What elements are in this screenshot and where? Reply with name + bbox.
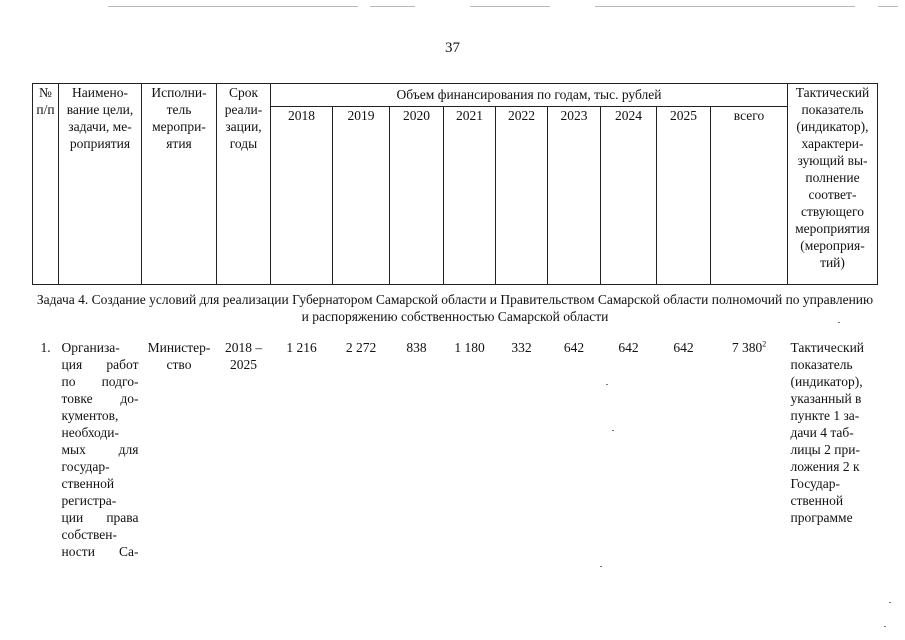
task-row (33, 285, 878, 336)
row-name: Организа- ция работ по подго- товке до- кументов, необходи- мых для государ- ственной регистра- ции права собствен- ности Са- (61, 340, 139, 559)
header-executor: Исполни- тель меропри- ятия (142, 84, 217, 285)
row-value-2020: 838 (406, 340, 427, 355)
header-year-2021: 2021 (444, 107, 496, 285)
header-year-2020: 2020 (390, 107, 444, 285)
row-value-2024: 642 (618, 340, 639, 355)
header-year-2018: 2018 (271, 107, 333, 285)
header-year-2019: 2019 (333, 107, 390, 285)
header-name: Наимено- вание цели, задачи, ме- роприятия (59, 84, 142, 285)
scan-speck (889, 602, 891, 603)
page-number: 37 (445, 40, 460, 56)
row-value-2025: 642 (673, 340, 694, 355)
row-number: 1. (40, 340, 51, 355)
table-row (33, 335, 878, 560)
row-term: 2018 – 2025 (224, 340, 263, 372)
row-value-2023: 642 (563, 340, 585, 355)
row-indicator: Тактический показатель (индикатор), указанный в пункте 1 за- дачи 4 таб- лицы 2 при- ложения 2 к Государ- ственной программе (790, 340, 865, 525)
row-value-2022: 332 (511, 340, 532, 355)
scan-artifact-line (595, 6, 855, 7)
row-executor: Министер- ство (147, 340, 211, 372)
scan-artifact-line (878, 6, 898, 7)
header-year-2022: 2022 (496, 107, 548, 285)
scan-speck (612, 430, 614, 431)
header-indicator: Тактический показатель (индикатор), характери- зующий вы- полнение соответ- ствующего мероприятия (мероприя- тий) (788, 84, 878, 285)
task-title: Задача 4. Создание условий для реализации Губернатором Самарской области и Правительством Самарской области полномочий по управлению и распоряжению собственностью Самарской области (36, 292, 874, 324)
row-total (711, 335, 788, 560)
header-row (33, 84, 878, 107)
scan-speck (884, 626, 886, 627)
header-number: № п/п (33, 84, 59, 285)
scan-speck (838, 322, 840, 323)
scan-artifact-line (370, 6, 415, 7)
row-value-2019: 2 272 (345, 340, 377, 355)
row-value-2021: 1 180 (454, 340, 485, 355)
row-value-2018: 1 216 (286, 340, 317, 355)
header-year-2023: 2023 (548, 107, 601, 285)
header-year-2025: 2025 (657, 107, 711, 285)
scan-artifact-line (470, 6, 550, 7)
row-total-footnote: 2 (762, 339, 767, 349)
header-total: всего (711, 107, 788, 285)
header-funding-title: Объем финансирования по годам, тыс. рублей (271, 84, 788, 107)
header-year-2024: 2024 (601, 107, 657, 285)
scan-speck (606, 384, 608, 385)
funding-table (32, 83, 878, 560)
scan-speck (600, 566, 602, 567)
row-total-value: 7 380 (731, 340, 763, 355)
scan-artifact-line (108, 6, 358, 7)
header-term: Срок реали- зации, годы (217, 84, 271, 285)
